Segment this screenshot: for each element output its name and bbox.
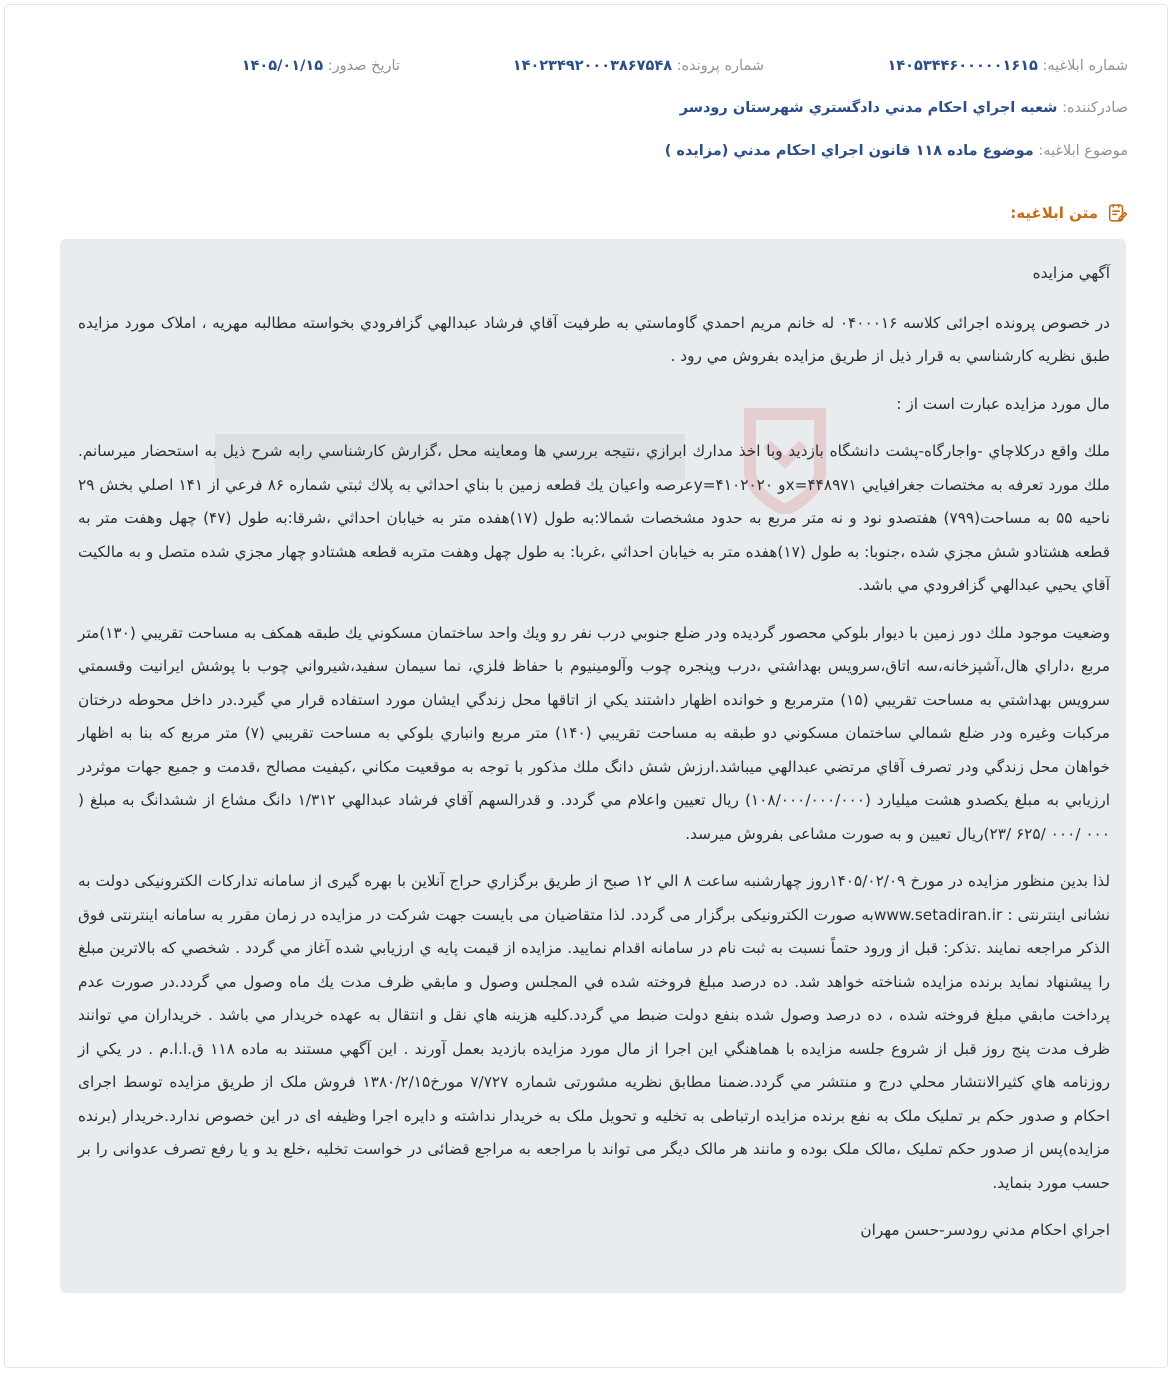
issue-date (242, 58, 400, 74)
case-number-value: ۱۴۰۲۳۴۹۲۰۰۰۳۸۶۷۵۴۸ (512, 58, 673, 74)
document-edit-icon (1106, 202, 1128, 224)
issuer-value: شعبه اجراي احکام مدني دادگستري شهرستان رودسر (679, 100, 1058, 116)
subject-row (665, 143, 1128, 159)
notice-paragraph-property-status: وضعيت موجود ملك دور زمين با ديوار بلوكي محصور گرديده ودر ضلع جنوبي درب نفر رو ويك واحد ساختمان مسكوني يك طبقه همكف به مساحت تقريبي (۱۳۰)متر مربع ،داراي هال،آشپزخانه،سه اتاق،سرويس بهداشتي ،درب وپنجره چوب وآلومينيوم با حفاظ فلزي، نما سيمان سفيد،شيرواني چوب با پوشش ايرانيت وقسمتي سرويس بهداشتي به مساحت تقريبي (۱۵) مترمربع و خوانده اظهار داشتند يكي از اتاقها محل زندگي ايشان مورد استفاده قرار مي گيرد.در داخل محوطه درختان مركبات وغيره ودر ضلع شمالي ساختمان مسكوني دو طبقه به مساحت تقريبي (۱۴۰) متر مربع وانباري بلوكي به مساحت تقريبي (۷) متر مربع كه بنا به اظهار خواهان محل زندگي ودر تصرف آقاي مرتضي عبدالهي ميباشد.ارزش شش دانگ ملك مذكور با توجه به موقعيت مكاني ،كيفيت مصالح ،قدمت و جميع جهات موثردر ارزيابي به مبلغ يكصدو هشت ميليارد (۱۰۸/۰۰۰/۰۰۰/۰۰۰) ريال تعيين واعلام مي گردد. و قدرالسهم آقاي فرشاد عبدالهي ۱/۳۱۲ دانگ مشاع از ششدانگ به مبلغ ( ۰۰۰ /۰۰۰ /۶۲۵ /۲۳)ريال تعيين و به صورت مشاعی بفروش ميرسد. (78, 623, 1110, 843)
notice-signature: اجراي احكام مدني رودسر-حسن مهران (860, 1221, 1110, 1239)
header-info-row (0, 58, 1174, 82)
notice-text-title: متن ابلاغيه: (1010, 204, 1098, 222)
notice-paragraph-intro: در خصوص پرونده اجرائی کلاسه ۰۴۰۰۰۱۶ له خانم مريم احمدي گاوماستي به طرفيت آقاي فرشاد عبدالهي گزافرودي بخواسته مطالبه مهريه ، املاک مورد مزايده طبق نظريه کارشناسي به قرار ذيل از طريق مزايده بفروش مي رود . (78, 313, 1110, 365)
issue-date-value: ۱۴۰۵/۰۱/۱۵ (241, 58, 324, 74)
issue-date-label: تاريخ صدور: (327, 58, 400, 74)
subject-label: موضوع ابلاغيه: (1038, 143, 1128, 159)
notice-paragraph-property-details: ملك واقع دركلاچاي -واجارگاه-پشت دانشگاه بازديد وبا اخذ مدارك ابرازي ،نتيجه بررسي ها ومعاينه محل ،گزارش كارشناسي رابه شرح ذيل به استحضار ميرسانم. ملك مورد تعرفه به مختصات جغرافيايي x=۴۴۸۹۷۱و y=۴۱۰۲۰۲۰عرصه واعيان يك قطعه زمين با بناي احداثي به پلاك ثبتي شماره ۸۶ فرعي از ۱۴۱ اصلي بخش ۲۹ ناحيه ۵۵ به مساحت(۷۹۹) هفتصدو نود و نه متر مربع به حدود مشخصات شمالا:به طول (۱۷)هفده متر به خيابان احداثي ،شرقا:به طول (۴۷) چهل وهفت متر به قطعه هشتادو شش مجزي شده ،جنوبا: به طول (۱۷)هفده متر به خيابان احداثي ،غربا: به طول چهل وهفت متربه قطعه هشتادو چهار مجزي شده متصل و به مالكيت آقاي يحيي عبدالهي گزافرودي مي باشد. (78, 442, 1111, 594)
notice-paragraph-property-label: مال مورد مزايده عبارت است از : (896, 394, 1110, 413)
issuer-row (680, 100, 1128, 116)
subject-value: موضوع ماده ۱۱۸ قانون اجراي احکام مدني (مزايده ) (664, 143, 1034, 159)
case-number (513, 58, 764, 74)
notice-paragraph-auction-terms: لذا بدين منظور مزايده در مورخ ۱۴۰۵/۰۲/۰۹روز چهارشنبه ساعت ۸ الي ۱۲ صبح از طريق برگزاري حراج آنلاين با بهره گيری از سامانه تدارکات الکترونيکی دولت به نشانی اينترنتی : www.setadiran.irبه صورت الکترونيکی برگزار می گردد. لذا متقاضيان می بايست جهت شرکت در مزايده در زمان مقرر به سامانه اينترنتی فوق الذکر مراجعه نمايند .تذکر: قبل از ورود حتماً نسبت به ثبت نام در سامانه اقدام نماييد. مزايده از قيمت پايه ي ارزيابي شده آغاز مي گردد . شخصي كه بالاترين مبلغ را پيشنهاد نمايد برنده مزايده شناخته خواهد شد. ده درصد مبلغ فروخته شده في المجلس وصول و مابقي ظرف مدت يك ماه وصول مي گردد.در صورت عدم پرداخت مابقي مبلغ فروخته شده ، ده درصد وصول شده بنفع دولت ضبط مي گردد.كليه هزينه هاي نقل و انتقال به عهده خريدار مي باشد . خريداران مي توانند ظرف مدت پنج روز قبل از شروع جلسه مزايده با هماهنگي اين اجرا از مال مورد مزايده بازديد بعمل آورند . اين آگهي مستند به ماده ۱۱۸ ق.ا.ا.م . در يكي از روزنامه هاي كثيرالانتشار محلي درج و منتشر مي گردد.ضمنا مطابق نظريه مشورتی شماره ۷/۷۲۷ مورخ۱۳۸۰/۲/۱۵ فروش ملک از طريق مزايده توسط اجرای احکام و صدور حکم بر تمليک ملک به نفع برنده مزايده ارتباطی به تخليه و تحويل ملک به خريدار نداشته و دايره اجرا وظيفه ای در اين خصوص ندارد.خريدار (برنده مزايده)پس از صدور حکم تمليک ،مالک ملک بوده و مانند هر مالک ديگر می تواند با مراجعه به مراجع قضائی در خواست تخليه ،خلع يد و يا رفع تصرف عدوانی را بر حسب مورد بنمايد. (78, 872, 1110, 1192)
notice-number-value: ۱۴۰۵۳۴۴۶۰۰۰۰۰۱۶۱۵ (887, 58, 1038, 74)
notice-number (887, 58, 1128, 74)
notice-number-label: شماره ابلاغيه: (1042, 58, 1128, 74)
notice-heading: آگهي مزايده (1032, 264, 1110, 282)
notice-body (60, 239, 1126, 1293)
notice-text-heading (1010, 202, 1128, 224)
issuer-label: صادرکننده: (1062, 100, 1128, 116)
case-number-label: شماره پرونده: (676, 58, 764, 74)
